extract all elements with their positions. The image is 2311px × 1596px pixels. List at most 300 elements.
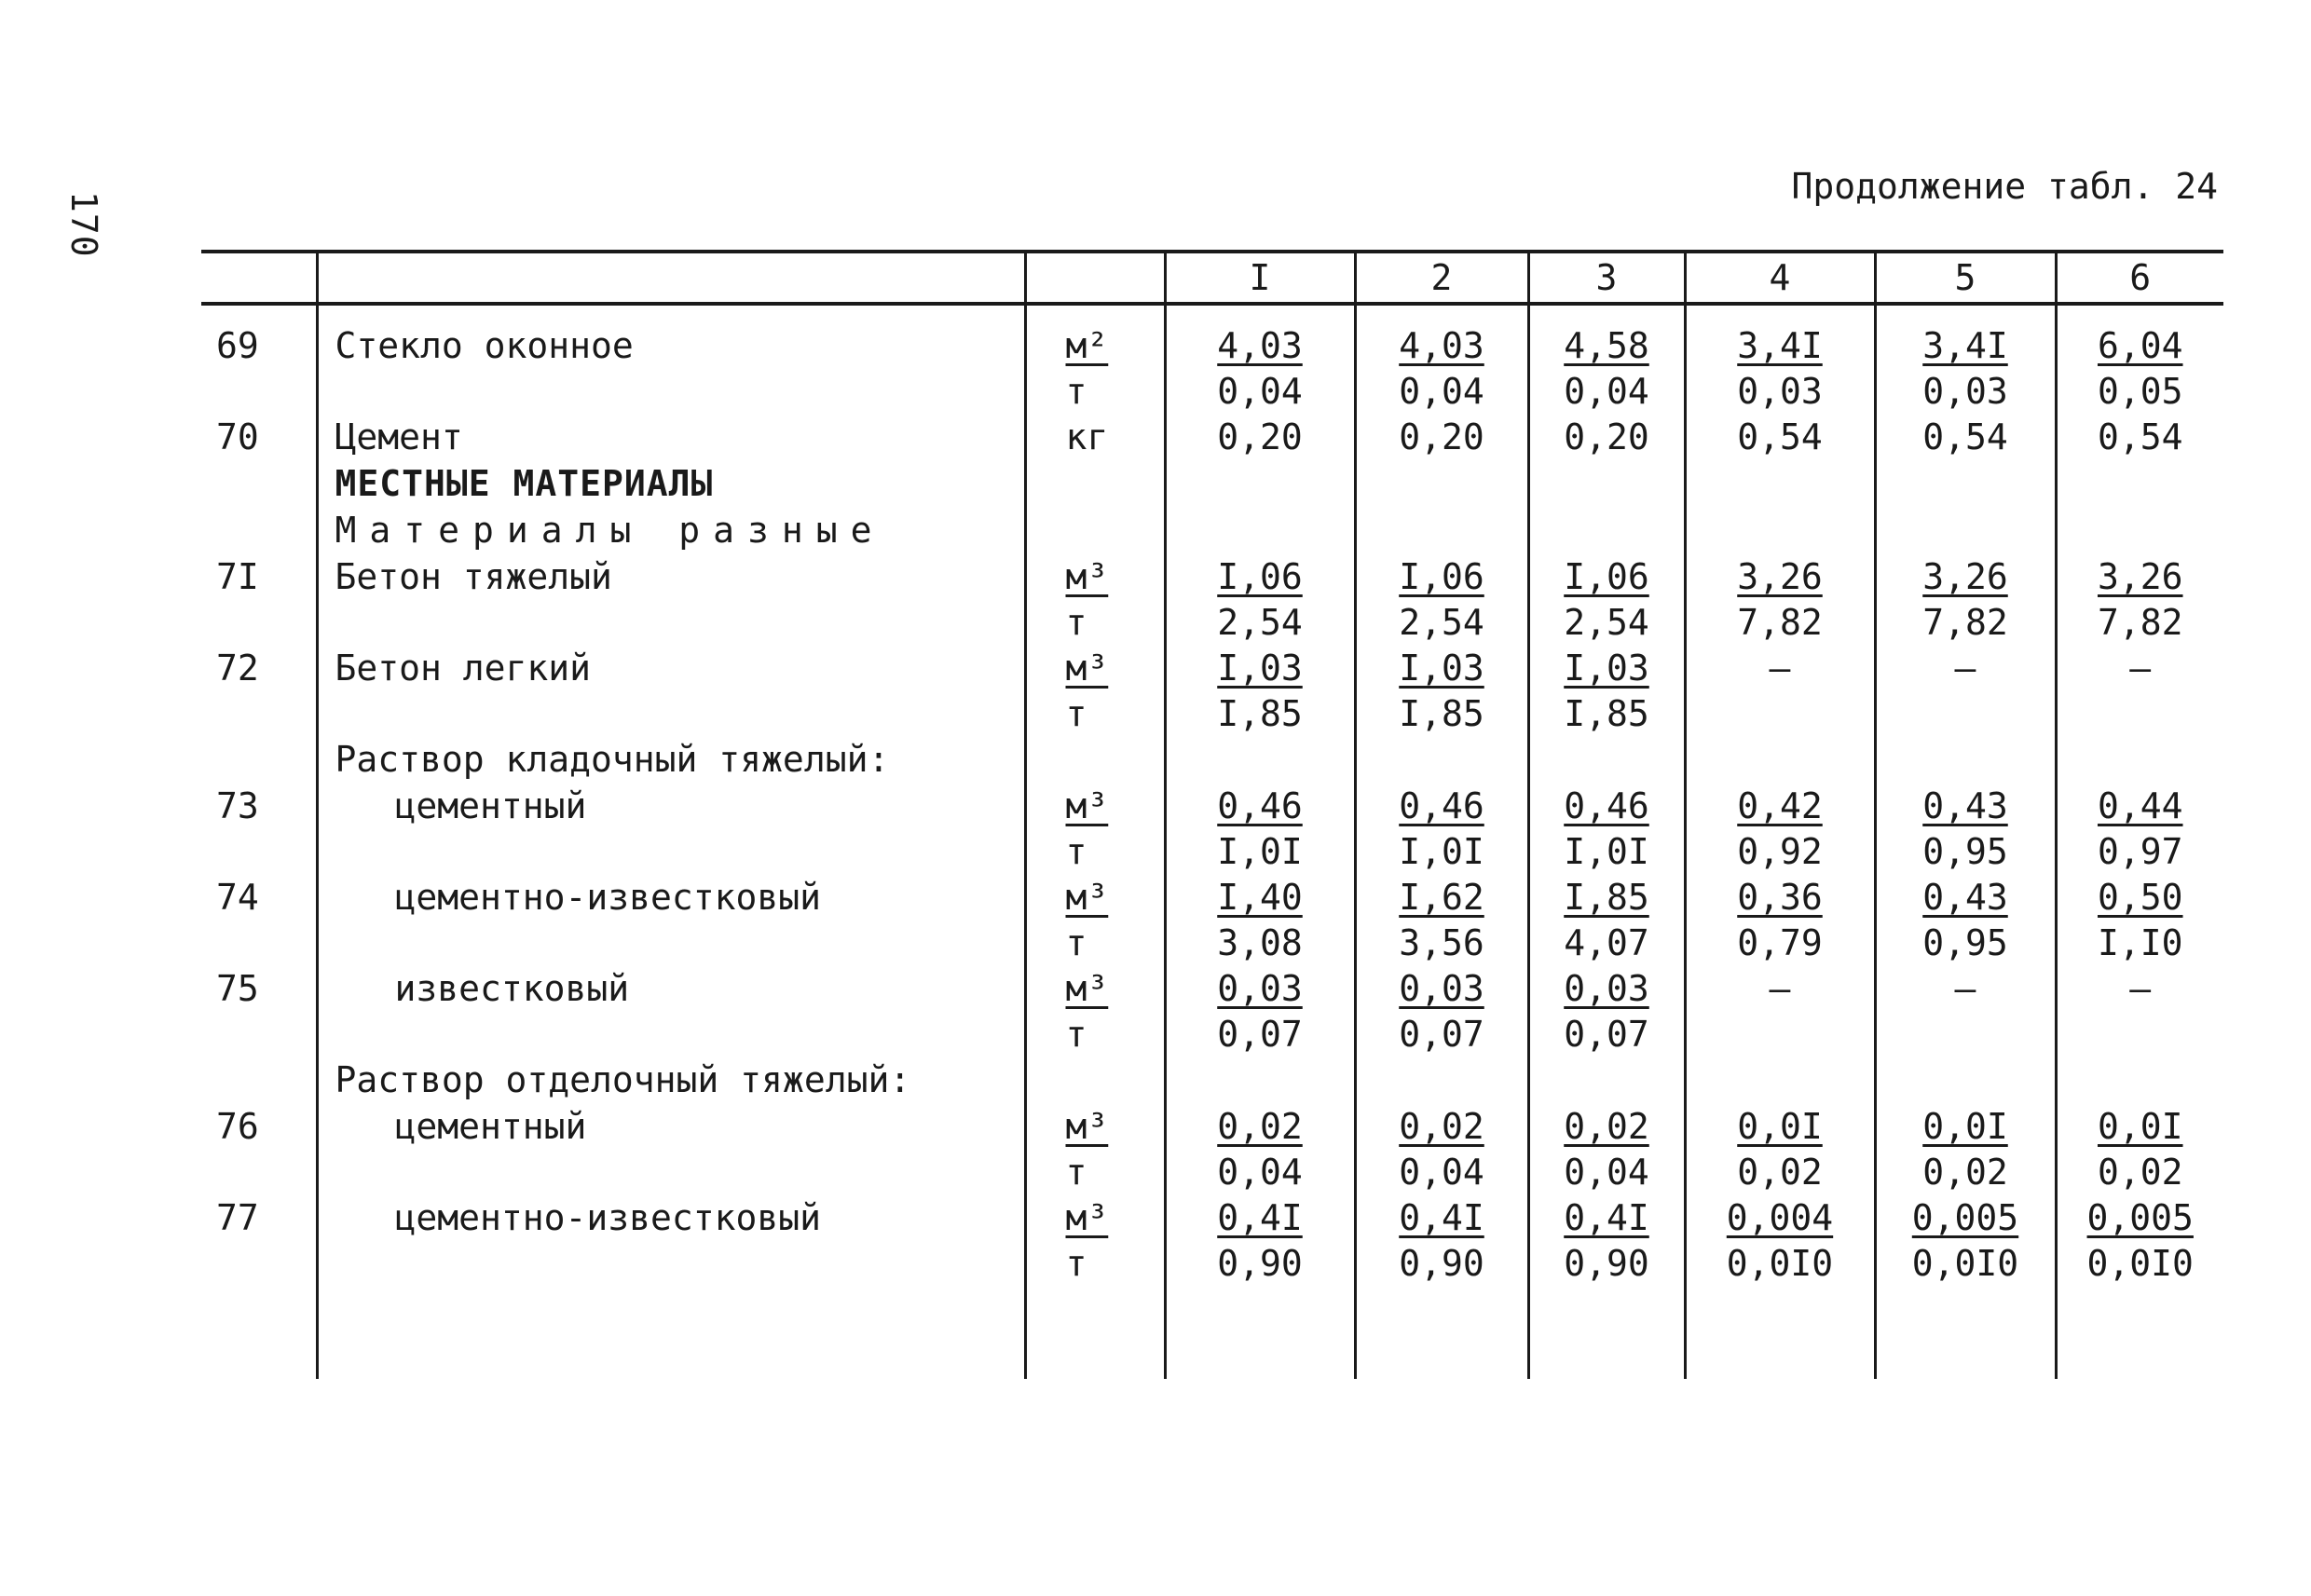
value-col-3 bbox=[1528, 600, 1685, 645]
value-col-6-text: 0,44 bbox=[2097, 785, 2183, 826]
value-col-5 bbox=[1875, 1057, 2056, 1103]
material-name bbox=[317, 1194, 1025, 1241]
value-col-6 bbox=[2056, 460, 2223, 507]
row-number-text: 69 bbox=[216, 325, 259, 366]
unit-text: кг bbox=[1065, 416, 1109, 457]
value-col-1-text: I,40 bbox=[1217, 877, 1303, 918]
row-number bbox=[201, 1057, 317, 1103]
value-col-5-text: 0,02 bbox=[1922, 1152, 2008, 1193]
value-col-2 bbox=[1355, 829, 1528, 874]
value-col-1-text: 3,08 bbox=[1217, 922, 1303, 963]
value-col-6 bbox=[2056, 1194, 2223, 1241]
unit-text: м³ bbox=[1065, 1197, 1109, 1238]
header-col-3: 3 bbox=[1528, 252, 1685, 304]
row-number-text: 7I bbox=[216, 556, 259, 597]
row-number bbox=[201, 874, 317, 921]
unit-text: т bbox=[1065, 1243, 1087, 1284]
table-row bbox=[201, 1103, 2223, 1150]
value-col-3 bbox=[1528, 965, 1685, 1012]
table-row bbox=[201, 645, 2223, 691]
material-name-text: цементно-известковый bbox=[394, 877, 822, 918]
value-col-4 bbox=[1685, 691, 1875, 736]
unit bbox=[1025, 965, 1165, 1012]
value-col-3-text: I,0I bbox=[1564, 831, 1649, 872]
value-col-3-text: 4,07 bbox=[1564, 922, 1649, 963]
value-col-5-text: 0,03 bbox=[1922, 371, 2008, 412]
material-name-text: Раствор кладочный тяжелый: bbox=[335, 739, 890, 780]
value-col-5 bbox=[1875, 783, 2056, 829]
value-col-3 bbox=[1528, 691, 1685, 736]
value-col-5 bbox=[1875, 691, 2056, 736]
value-col-6-text: 0,02 bbox=[2097, 1152, 2183, 1193]
value-col-3 bbox=[1528, 829, 1685, 874]
material-name bbox=[317, 553, 1025, 600]
value-col-3 bbox=[1528, 1241, 1685, 1286]
material-name bbox=[317, 414, 1025, 460]
spacer-cell bbox=[2056, 1286, 2223, 1379]
value-col-2 bbox=[1355, 1012, 1528, 1057]
table-row bbox=[201, 874, 2223, 921]
value-col-3-text: 2,54 bbox=[1564, 602, 1649, 643]
value-col-2 bbox=[1355, 645, 1528, 691]
value-col-4 bbox=[1685, 736, 1875, 783]
value-col-1 bbox=[1165, 553, 1355, 600]
value-col-6 bbox=[2056, 1012, 2223, 1057]
table-row bbox=[201, 1241, 2223, 1286]
value-col-1-text: 0,02 bbox=[1217, 1106, 1303, 1147]
value-col-3 bbox=[1528, 645, 1685, 691]
value-col-6-text: 0,97 bbox=[2097, 831, 2183, 872]
material-name bbox=[317, 1150, 1025, 1194]
row-number-text: 76 bbox=[216, 1106, 259, 1147]
unit bbox=[1025, 1057, 1165, 1103]
row-number bbox=[201, 645, 317, 691]
table-row bbox=[201, 600, 2223, 645]
value-col-4 bbox=[1685, 783, 1875, 829]
value-col-4-text: 0,0I0 bbox=[1726, 1243, 1834, 1284]
value-col-1 bbox=[1165, 829, 1355, 874]
unit bbox=[1025, 645, 1165, 691]
value-col-1-text: I,85 bbox=[1217, 693, 1303, 734]
value-col-3 bbox=[1528, 460, 1685, 507]
material-name-text: известковый bbox=[394, 968, 630, 1009]
row-number bbox=[201, 921, 317, 965]
row-number-text: 72 bbox=[216, 648, 259, 689]
value-col-4-text: 0,79 bbox=[1737, 922, 1823, 963]
value-col-6-text: 0,0I0 bbox=[2086, 1243, 2194, 1284]
material-name bbox=[317, 921, 1025, 965]
spacer-cell bbox=[1165, 1286, 1355, 1379]
table-row bbox=[201, 1150, 2223, 1194]
header-name bbox=[317, 252, 1025, 304]
value-col-6 bbox=[2056, 1103, 2223, 1150]
value-col-1 bbox=[1165, 1150, 1355, 1194]
unit bbox=[1025, 304, 1165, 369]
value-col-3 bbox=[1528, 736, 1685, 783]
row-number-text: 74 bbox=[216, 877, 259, 918]
value-col-2 bbox=[1355, 965, 1528, 1012]
table-header bbox=[201, 252, 2223, 304]
unit-text: т bbox=[1065, 693, 1087, 734]
table-row bbox=[201, 414, 2223, 460]
spacer-cell bbox=[1025, 1286, 1165, 1379]
value-col-4 bbox=[1685, 1241, 1875, 1286]
value-col-6 bbox=[2056, 414, 2223, 460]
row-number bbox=[201, 553, 317, 600]
value-col-2-text: 3,56 bbox=[1399, 922, 1484, 963]
value-col-6-text: 0,05 bbox=[2097, 371, 2183, 412]
value-col-4 bbox=[1685, 507, 1875, 553]
table-row bbox=[201, 304, 2223, 369]
value-col-4-text: 0,92 bbox=[1737, 831, 1823, 872]
value-col-5 bbox=[1875, 736, 2056, 783]
value-col-5 bbox=[1875, 874, 2056, 921]
value-col-3-text: 0,03 bbox=[1564, 968, 1649, 1009]
value-col-3 bbox=[1528, 921, 1685, 965]
value-col-5 bbox=[1875, 921, 2056, 965]
value-col-3 bbox=[1528, 553, 1685, 600]
unit bbox=[1025, 553, 1165, 600]
value-col-6 bbox=[2056, 553, 2223, 600]
row-number bbox=[201, 369, 317, 414]
value-col-4 bbox=[1685, 1150, 1875, 1194]
value-col-3-text: I,03 bbox=[1564, 648, 1649, 689]
material-name bbox=[317, 691, 1025, 736]
value-col-5 bbox=[1875, 304, 2056, 369]
row-number bbox=[201, 1012, 317, 1057]
value-col-2 bbox=[1355, 460, 1528, 507]
spacer-cell bbox=[1875, 1286, 2056, 1379]
value-col-5-text: 0,54 bbox=[1922, 416, 2008, 457]
value-col-2-text: 0,02 bbox=[1399, 1106, 1484, 1147]
value-col-5 bbox=[1875, 1150, 2056, 1194]
value-col-2 bbox=[1355, 736, 1528, 783]
value-col-4-text: 0,03 bbox=[1737, 371, 1823, 412]
spacer-cell bbox=[1528, 1286, 1685, 1379]
value-col-5-text: 0,43 bbox=[1922, 785, 2008, 826]
value-col-6 bbox=[2056, 921, 2223, 965]
value-col-3-text: 0,4I bbox=[1564, 1197, 1649, 1238]
material-name bbox=[317, 645, 1025, 691]
value-col-5-text: 0,43 bbox=[1922, 877, 2008, 918]
row-number-text: 75 bbox=[216, 968, 259, 1009]
header-col-6: 6 bbox=[2056, 252, 2223, 304]
table-row bbox=[201, 1012, 2223, 1057]
material-name bbox=[317, 1241, 1025, 1286]
unit-text: т bbox=[1065, 371, 1087, 412]
value-col-5 bbox=[1875, 553, 2056, 600]
unit bbox=[1025, 1150, 1165, 1194]
value-col-1 bbox=[1165, 1241, 1355, 1286]
value-col-5 bbox=[1875, 965, 2056, 1012]
value-col-2 bbox=[1355, 874, 1528, 921]
value-col-4-text: 7,82 bbox=[1737, 602, 1823, 643]
unit-text: м² bbox=[1065, 325, 1109, 366]
unit-text: м³ bbox=[1065, 968, 1109, 1009]
value-col-3 bbox=[1528, 874, 1685, 921]
header-unit bbox=[1025, 252, 1165, 304]
value-col-1-text: I,0I bbox=[1217, 831, 1303, 872]
value-col-3 bbox=[1528, 1057, 1685, 1103]
value-col-2 bbox=[1355, 1194, 1528, 1241]
unit-text: м³ bbox=[1065, 785, 1109, 826]
value-col-3 bbox=[1528, 1150, 1685, 1194]
unit bbox=[1025, 1194, 1165, 1241]
value-col-5 bbox=[1875, 645, 2056, 691]
material-name bbox=[317, 874, 1025, 921]
material-name bbox=[317, 460, 1025, 507]
material-name-text: Бетон тяжелый bbox=[335, 556, 612, 597]
row-number bbox=[201, 1150, 317, 1194]
value-col-2-text: I,06 bbox=[1399, 556, 1484, 597]
material-name-text: цементный bbox=[394, 1106, 587, 1147]
value-col-6-text: 0,50 bbox=[2097, 877, 2183, 918]
unit-text: т bbox=[1065, 1014, 1087, 1055]
row-number bbox=[201, 460, 317, 507]
value-col-6-text: – bbox=[2129, 648, 2152, 689]
unit bbox=[1025, 736, 1165, 783]
table-row bbox=[201, 829, 2223, 874]
table-row bbox=[201, 783, 2223, 829]
row-number bbox=[201, 1194, 317, 1241]
value-col-2-text: I,0I bbox=[1399, 831, 1484, 872]
value-col-6-text: 0,54 bbox=[2097, 416, 2183, 457]
value-col-2 bbox=[1355, 1150, 1528, 1194]
value-col-5 bbox=[1875, 600, 2056, 645]
unit-text: м³ bbox=[1065, 1106, 1109, 1147]
row-number bbox=[201, 304, 317, 369]
material-name-text: Раствор отделочный тяжелый: bbox=[335, 1059, 911, 1100]
value-col-4 bbox=[1685, 304, 1875, 369]
value-col-4 bbox=[1685, 460, 1875, 507]
value-col-1-text: 0,4I bbox=[1217, 1197, 1303, 1238]
spacer-cell bbox=[317, 1286, 1025, 1379]
value-col-2 bbox=[1355, 921, 1528, 965]
material-name bbox=[317, 1057, 1025, 1103]
value-col-4-text: 3,4I bbox=[1737, 325, 1823, 366]
material-name bbox=[317, 304, 1025, 369]
unit bbox=[1025, 460, 1165, 507]
table-row bbox=[201, 369, 2223, 414]
row-number-text: 77 bbox=[216, 1197, 259, 1238]
value-col-3-text: 0,90 bbox=[1564, 1243, 1649, 1284]
unit bbox=[1025, 691, 1165, 736]
spacer-cell bbox=[201, 1286, 317, 1379]
value-col-5 bbox=[1875, 829, 2056, 874]
value-col-4-text: 0,42 bbox=[1737, 785, 1823, 826]
value-col-1 bbox=[1165, 645, 1355, 691]
value-col-3 bbox=[1528, 783, 1685, 829]
value-col-6 bbox=[2056, 507, 2223, 553]
table-row bbox=[201, 507, 2223, 553]
value-col-1 bbox=[1165, 1194, 1355, 1241]
value-col-5-text: 0,0I bbox=[1922, 1106, 2008, 1147]
value-col-3-text: 0,02 bbox=[1564, 1106, 1649, 1147]
value-col-3 bbox=[1528, 304, 1685, 369]
value-col-2-text: I,62 bbox=[1399, 877, 1484, 918]
value-col-4 bbox=[1685, 553, 1875, 600]
value-col-3-text: I,85 bbox=[1564, 877, 1649, 918]
value-col-2 bbox=[1355, 414, 1528, 460]
unit bbox=[1025, 1103, 1165, 1150]
unit bbox=[1025, 874, 1165, 921]
value-col-5 bbox=[1875, 414, 2056, 460]
value-col-4 bbox=[1685, 600, 1875, 645]
row-number bbox=[201, 691, 317, 736]
unit bbox=[1025, 1241, 1165, 1286]
value-col-3-text: 0,20 bbox=[1564, 416, 1649, 457]
value-col-1-text: 0,04 bbox=[1217, 371, 1303, 412]
material-name-text: Материалы разные bbox=[335, 510, 885, 551]
value-col-5-text: 0,005 bbox=[1911, 1197, 2019, 1238]
value-col-3 bbox=[1528, 507, 1685, 553]
material-name bbox=[317, 736, 1025, 783]
unit bbox=[1025, 829, 1165, 874]
value-col-1 bbox=[1165, 1103, 1355, 1150]
value-col-2-text: 0,07 bbox=[1399, 1014, 1484, 1055]
value-col-4 bbox=[1685, 921, 1875, 965]
table-row bbox=[201, 553, 2223, 600]
materials-table bbox=[201, 250, 2223, 1379]
value-col-2 bbox=[1355, 783, 1528, 829]
unit bbox=[1025, 507, 1165, 553]
value-col-2-text: 4,03 bbox=[1399, 325, 1484, 366]
value-col-1 bbox=[1165, 874, 1355, 921]
value-col-1-text: 4,03 bbox=[1217, 325, 1303, 366]
value-col-5 bbox=[1875, 1194, 2056, 1241]
value-col-2-text: I,85 bbox=[1399, 693, 1484, 734]
value-col-5-text: 0,95 bbox=[1922, 831, 2008, 872]
value-col-2-text: 2,54 bbox=[1399, 602, 1484, 643]
material-name-text: Стекло оконное bbox=[335, 325, 634, 366]
unit-text: т bbox=[1065, 602, 1087, 643]
value-col-6-text: 0,0I bbox=[2097, 1106, 2183, 1147]
row-number-text: 73 bbox=[216, 785, 259, 826]
value-col-5-text: 0,95 bbox=[1922, 922, 2008, 963]
table-spacer-row bbox=[201, 1286, 2223, 1379]
value-col-2 bbox=[1355, 1241, 1528, 1286]
table-row bbox=[201, 691, 2223, 736]
value-col-1-text: 0,07 bbox=[1217, 1014, 1303, 1055]
page-number: 170 bbox=[63, 191, 104, 258]
material-name-text: МЕСТНЫЕ МАТЕРИАЛЫ bbox=[335, 463, 714, 504]
value-col-1-text: 0,04 bbox=[1217, 1152, 1303, 1193]
row-number bbox=[201, 829, 317, 874]
unit-text: м³ bbox=[1065, 648, 1109, 689]
value-col-6 bbox=[2056, 736, 2223, 783]
value-col-6 bbox=[2056, 829, 2223, 874]
material-name-text: цементный bbox=[394, 785, 587, 826]
value-col-6 bbox=[2056, 1150, 2223, 1194]
value-col-6-text: – bbox=[2129, 968, 2152, 1009]
value-col-4 bbox=[1685, 829, 1875, 874]
value-col-4-text: 0,02 bbox=[1737, 1152, 1823, 1193]
value-col-2 bbox=[1355, 691, 1528, 736]
value-col-3-text: I,06 bbox=[1564, 556, 1649, 597]
value-col-3-text: 0,46 bbox=[1564, 785, 1649, 826]
value-col-4 bbox=[1685, 1012, 1875, 1057]
unit-text: т bbox=[1065, 922, 1087, 963]
spacer-cell bbox=[1685, 1286, 1875, 1379]
material-name bbox=[317, 829, 1025, 874]
table-continuation-caption: Продолжение табл. 24 bbox=[1791, 166, 2218, 207]
material-name bbox=[317, 783, 1025, 829]
value-col-3 bbox=[1528, 1103, 1685, 1150]
row-number bbox=[201, 414, 317, 460]
value-col-4-text: – bbox=[1769, 648, 1791, 689]
value-col-6-text: 3,26 bbox=[2097, 556, 2183, 597]
unit bbox=[1025, 414, 1165, 460]
value-col-5 bbox=[1875, 1241, 2056, 1286]
row-number bbox=[201, 965, 317, 1012]
row-number bbox=[201, 736, 317, 783]
value-col-5 bbox=[1875, 507, 2056, 553]
value-col-2-text: 0,20 bbox=[1399, 416, 1484, 457]
value-col-5-text: – bbox=[1954, 968, 1976, 1009]
value-col-1 bbox=[1165, 965, 1355, 1012]
value-col-2 bbox=[1355, 1057, 1528, 1103]
value-col-3 bbox=[1528, 369, 1685, 414]
row-number bbox=[201, 1241, 317, 1286]
value-col-2 bbox=[1355, 369, 1528, 414]
value-col-6 bbox=[2056, 783, 2223, 829]
header-col-4: 4 bbox=[1685, 252, 1875, 304]
header-col-1: I bbox=[1165, 252, 1355, 304]
table-row bbox=[201, 1194, 2223, 1241]
value-col-1-text: 2,54 bbox=[1217, 602, 1303, 643]
unit bbox=[1025, 369, 1165, 414]
value-col-3-text: 0,07 bbox=[1564, 1014, 1649, 1055]
row-number bbox=[201, 783, 317, 829]
value-col-5-text: 3,4I bbox=[1922, 325, 2008, 366]
value-col-6 bbox=[2056, 1241, 2223, 1286]
material-name bbox=[317, 1012, 1025, 1057]
value-col-1-text: 0,03 bbox=[1217, 968, 1303, 1009]
unit bbox=[1025, 1012, 1165, 1057]
value-col-4 bbox=[1685, 369, 1875, 414]
value-col-6-text: 7,82 bbox=[2097, 602, 2183, 643]
row-number bbox=[201, 600, 317, 645]
value-col-1 bbox=[1165, 507, 1355, 553]
value-col-4 bbox=[1685, 645, 1875, 691]
value-col-4-text: – bbox=[1769, 968, 1791, 1009]
value-col-2-text: I,03 bbox=[1399, 648, 1484, 689]
value-col-6 bbox=[2056, 369, 2223, 414]
row-number-text: 70 bbox=[216, 416, 259, 457]
table-row bbox=[201, 965, 2223, 1012]
value-col-5-text: – bbox=[1954, 648, 1976, 689]
value-col-5-text: 0,0I0 bbox=[1911, 1243, 2019, 1284]
header-col-2: 2 bbox=[1355, 252, 1528, 304]
table-row bbox=[201, 460, 2223, 507]
value-col-2 bbox=[1355, 304, 1528, 369]
value-col-1-text: 0,46 bbox=[1217, 785, 1303, 826]
value-col-6 bbox=[2056, 304, 2223, 369]
value-col-3-text: 0,04 bbox=[1564, 371, 1649, 412]
value-col-4 bbox=[1685, 1194, 1875, 1241]
material-name bbox=[317, 507, 1025, 553]
value-col-6 bbox=[2056, 965, 2223, 1012]
header-col-5: 5 bbox=[1875, 252, 2056, 304]
value-col-2-text: 0,03 bbox=[1399, 968, 1484, 1009]
material-name bbox=[317, 1103, 1025, 1150]
value-col-1-text: I,03 bbox=[1217, 648, 1303, 689]
value-col-1-text: 0,90 bbox=[1217, 1243, 1303, 1284]
value-col-1 bbox=[1165, 921, 1355, 965]
value-col-6-text: 6,04 bbox=[2097, 325, 2183, 366]
table-body bbox=[201, 304, 2223, 1379]
value-col-2 bbox=[1355, 1103, 1528, 1150]
